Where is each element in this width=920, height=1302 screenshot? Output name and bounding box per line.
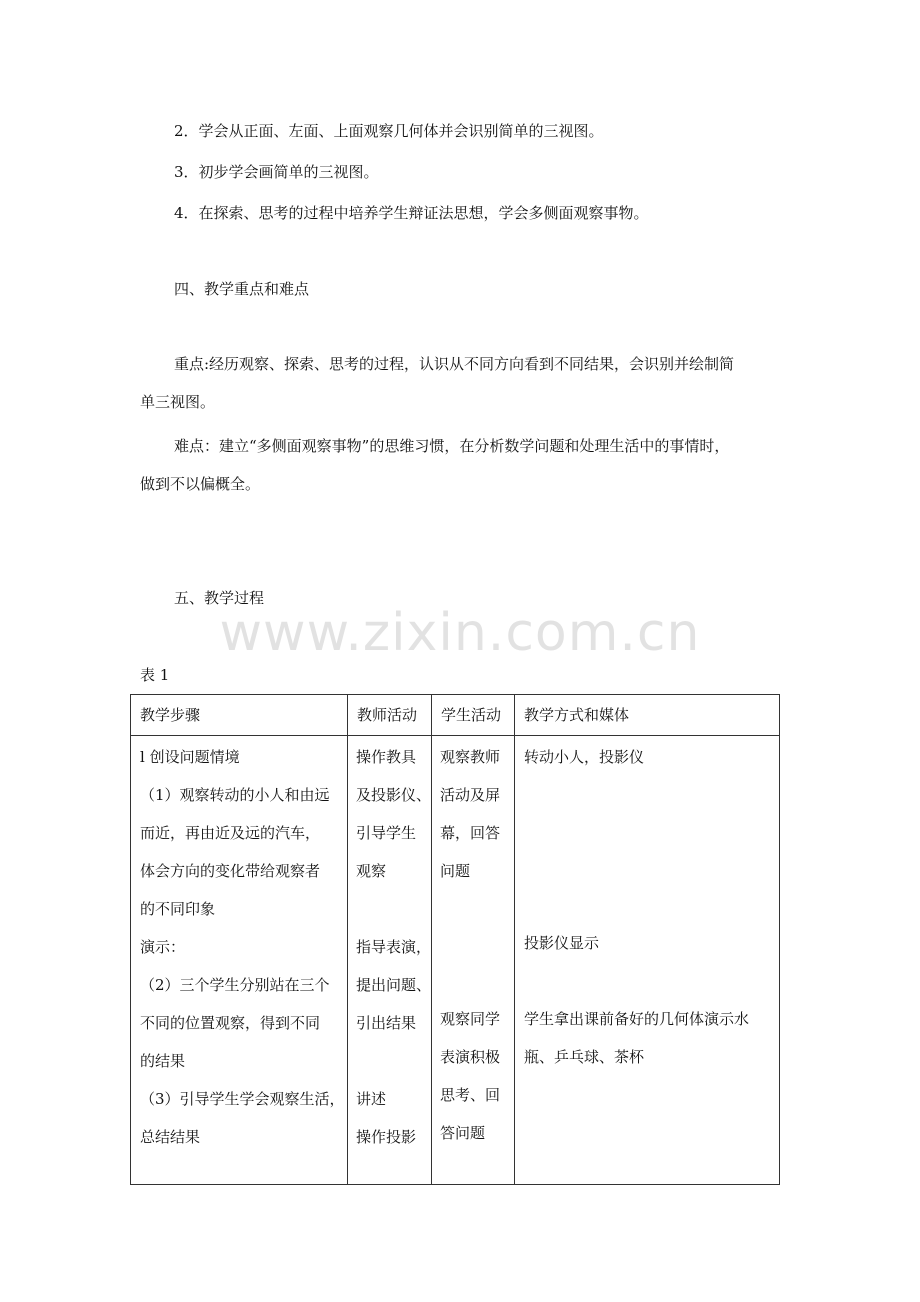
student-line: 问题: [440, 862, 471, 880]
key-point-line-2: 单三视图。: [140, 393, 216, 411]
difficulty-paragraph: [140, 427, 780, 503]
student-line: 思考、回: [440, 1086, 501, 1104]
steps-cell: [131, 736, 348, 1185]
student-line: 观察同学: [440, 1010, 501, 1028]
key-point-line-1: 重点:经历观察、探索、思考的过程，认识从不同方向看到不同结果，会识别并绘制简: [174, 355, 735, 373]
teacher-line: 引出结果: [356, 1014, 417, 1032]
step-line: l 创设问题情境: [140, 748, 240, 766]
teacher-line: 操作投影: [356, 1128, 417, 1146]
key-point-paragraph: [140, 345, 780, 421]
difficulty-line-1: 难点：建立“多侧面观察事物”的思维习惯，在分析数学问题和处理生活中的事情时，: [174, 437, 730, 455]
student-line: 观察教师: [440, 748, 501, 766]
header-student-activity: 学生活动: [432, 695, 515, 736]
watermark: www.zixin.com.cn: [219, 603, 701, 663]
table-header-row: [131, 695, 780, 736]
section-4-heading: 四、教学重点和难点: [174, 280, 310, 298]
table-caption: 表 1: [140, 666, 170, 684]
media-line: 瓶、乒乓球、茶杯: [524, 1048, 645, 1066]
header-media: 教学方式和媒体: [515, 695, 780, 736]
teaching-process-table: [130, 694, 780, 1185]
media-line: 投影仪显示: [524, 934, 600, 952]
teacher-line: 提出问题、: [356, 976, 432, 994]
teacher-line: 及投影仪、: [356, 786, 432, 804]
table-row: [131, 736, 780, 1185]
student-line: 表演积极: [440, 1048, 501, 1066]
media-cell: [515, 736, 780, 1185]
student-activity-cell: [432, 736, 515, 1185]
header-steps: 教学步骤: [131, 695, 348, 736]
step-line: 总结结果: [140, 1128, 201, 1146]
step-line: （3）引导学生学会观察生活，: [140, 1090, 345, 1108]
step-line: 的不同印象: [140, 900, 216, 918]
step-line: 演示：: [140, 938, 186, 956]
objective-2: 2．学会从正面、左面、上面观察几何体并会识别简单的三视图。: [174, 122, 604, 140]
teacher-line: 指导表演，: [356, 938, 432, 956]
step-line: （1）观察转动的小人和由远: [140, 786, 330, 804]
student-line: 答问题: [440, 1124, 486, 1142]
teacher-activity-cell: [348, 736, 432, 1185]
step-line: 不同的位置观察，得到不同: [140, 1014, 321, 1032]
step-line: 而近，再由近及远的汽车，: [140, 824, 321, 842]
teacher-line: 操作教具: [356, 748, 417, 766]
teacher-line: 引导学生: [356, 824, 417, 842]
objective-3: 3．初步学会画简单的三视图。: [174, 163, 379, 181]
media-line: 学生拿出课前备好的几何体演示水: [524, 1010, 750, 1028]
objective-4: 4．在探索、思考的过程中培养学生辩证法思想，学会多侧面观察事物。: [174, 204, 649, 222]
step-line: 的结果: [140, 1052, 186, 1070]
difficulty-line-2: 做到不以偏概全。: [140, 475, 261, 493]
teacher-line: 观察: [356, 862, 387, 880]
student-line: 活动及屏: [440, 786, 501, 804]
step-line: 体会方向的变化带给观察者: [140, 862, 321, 880]
media-line: 转动小人，投影仪: [524, 748, 645, 766]
student-line: 幕，回答: [440, 824, 501, 842]
teacher-line: 讲述: [356, 1090, 387, 1108]
section-5-heading: 五、教学过程: [174, 589, 265, 607]
header-teacher-activity: 教师活动: [348, 695, 432, 736]
step-line: （2）三个学生分别站在三个: [140, 976, 330, 994]
